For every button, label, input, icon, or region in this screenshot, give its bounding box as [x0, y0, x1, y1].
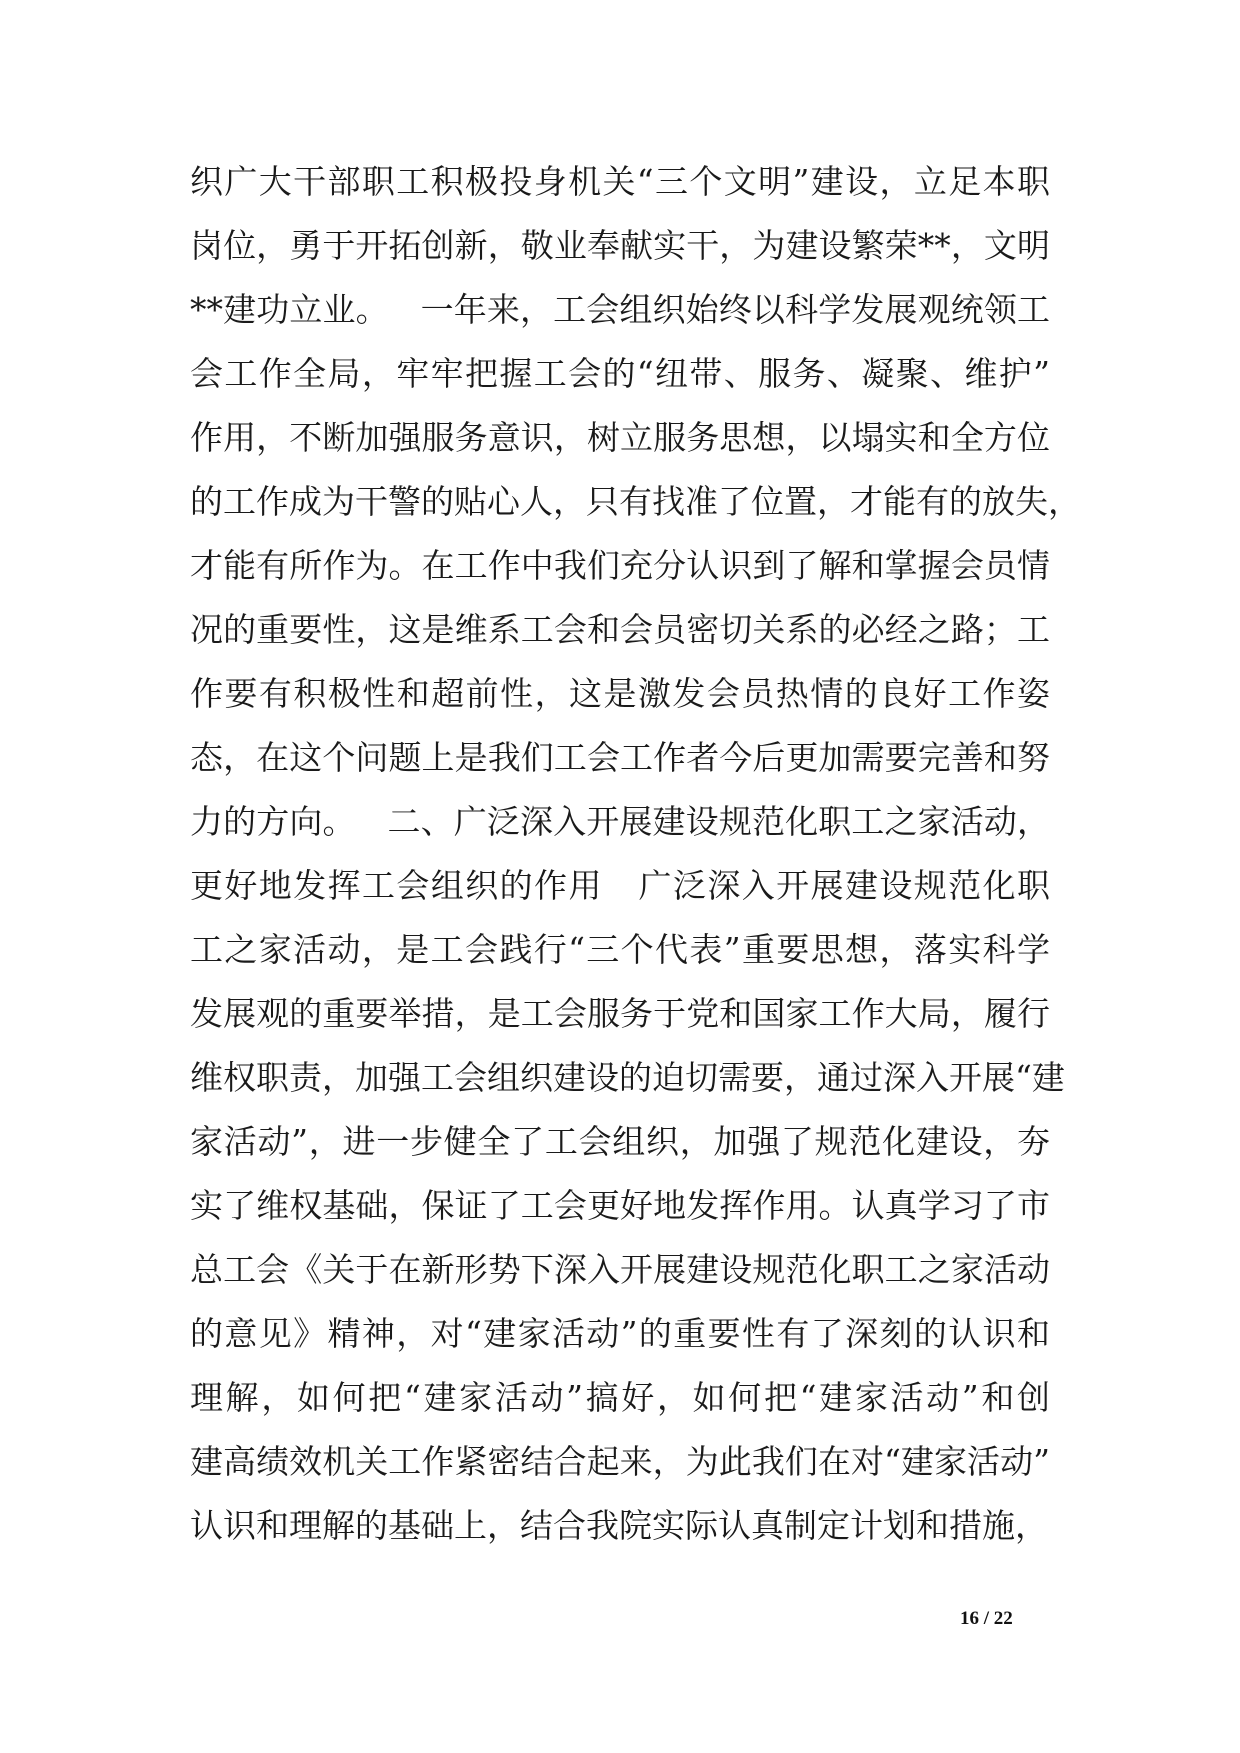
- text-line: 维权职责，加强工会组织建设的迫切需要，通过深入开展“建: [190, 1058, 1065, 1097]
- text-line: 织广大干部职工积极投身机关“三个文明”建设，立足本职: [190, 162, 1050, 201]
- text-line: 认识和理解的基础上，结合我院实际认真制定计划和措施，: [190, 1506, 1048, 1545]
- text-line: 的工作成为干警的贴心人，只有找准了位置，才能有的放失，: [190, 482, 1081, 521]
- page-number: 16 / 22: [960, 1608, 1013, 1629]
- text-line: 力的方向。 二、广泛深入开展建设规范化职工之家活动，: [190, 802, 1050, 841]
- text-line: 作用，不断加强服务意识，树立服务思想，以塌实和全方位: [190, 418, 1050, 457]
- text-line: 岗位，勇于开拓创新，敬业奉献实干，为建设繁荣**，文明: [190, 226, 1050, 265]
- text-line: 建高绩效机关工作紧密结合起来，为此我们在对“建家活动”: [190, 1442, 1050, 1481]
- text-line: 发展观的重要举措，是工会服务于党和国家工作大局，履行: [190, 994, 1050, 1033]
- text-line: 的意见》精神，对“建家活动”的重要性有了深刻的认识和: [190, 1314, 1050, 1353]
- text-line: 实了维权基础，保证了工会更好地发挥作用。认真学习了市: [190, 1186, 1050, 1225]
- text-line: 态，在这个问题上是我们工会工作者今后更加需要完善和努: [190, 738, 1050, 777]
- text-line: 会工作全局，牢牢把握工会的“纽带、服务、凝聚、维护”: [190, 354, 1050, 393]
- text-line: 总工会《关于在新形势下深入开展建设规范化职工之家活动: [190, 1250, 1050, 1289]
- body-text: [190, 150, 1081, 1558]
- text-line: 家活动”，进一步健全了工会组织，加强了规范化建设，夯: [190, 1122, 1050, 1161]
- text-line: 更好地发挥工会组织的作用 广泛深入开展建设规范化职: [190, 866, 1050, 905]
- text-line: **建功立业。 一年来，工会组织始终以科学发展观统领工: [190, 290, 1050, 329]
- text-line: 作要有积极性和超前性，这是激发会员热情的良好工作姿: [190, 674, 1050, 713]
- text-line: 理解，如何把“建家活动”搞好，如何把“建家活动”和创: [190, 1378, 1050, 1417]
- text-line: 工之家活动，是工会践行“三个代表”重要思想，落实科学: [190, 930, 1050, 969]
- text-line: 才能有所作为。在工作中我们充分认识到了解和掌握会员情: [190, 546, 1050, 585]
- text-line: 况的重要性，这是维系工会和会员密切关系的必经之路；工: [190, 610, 1050, 649]
